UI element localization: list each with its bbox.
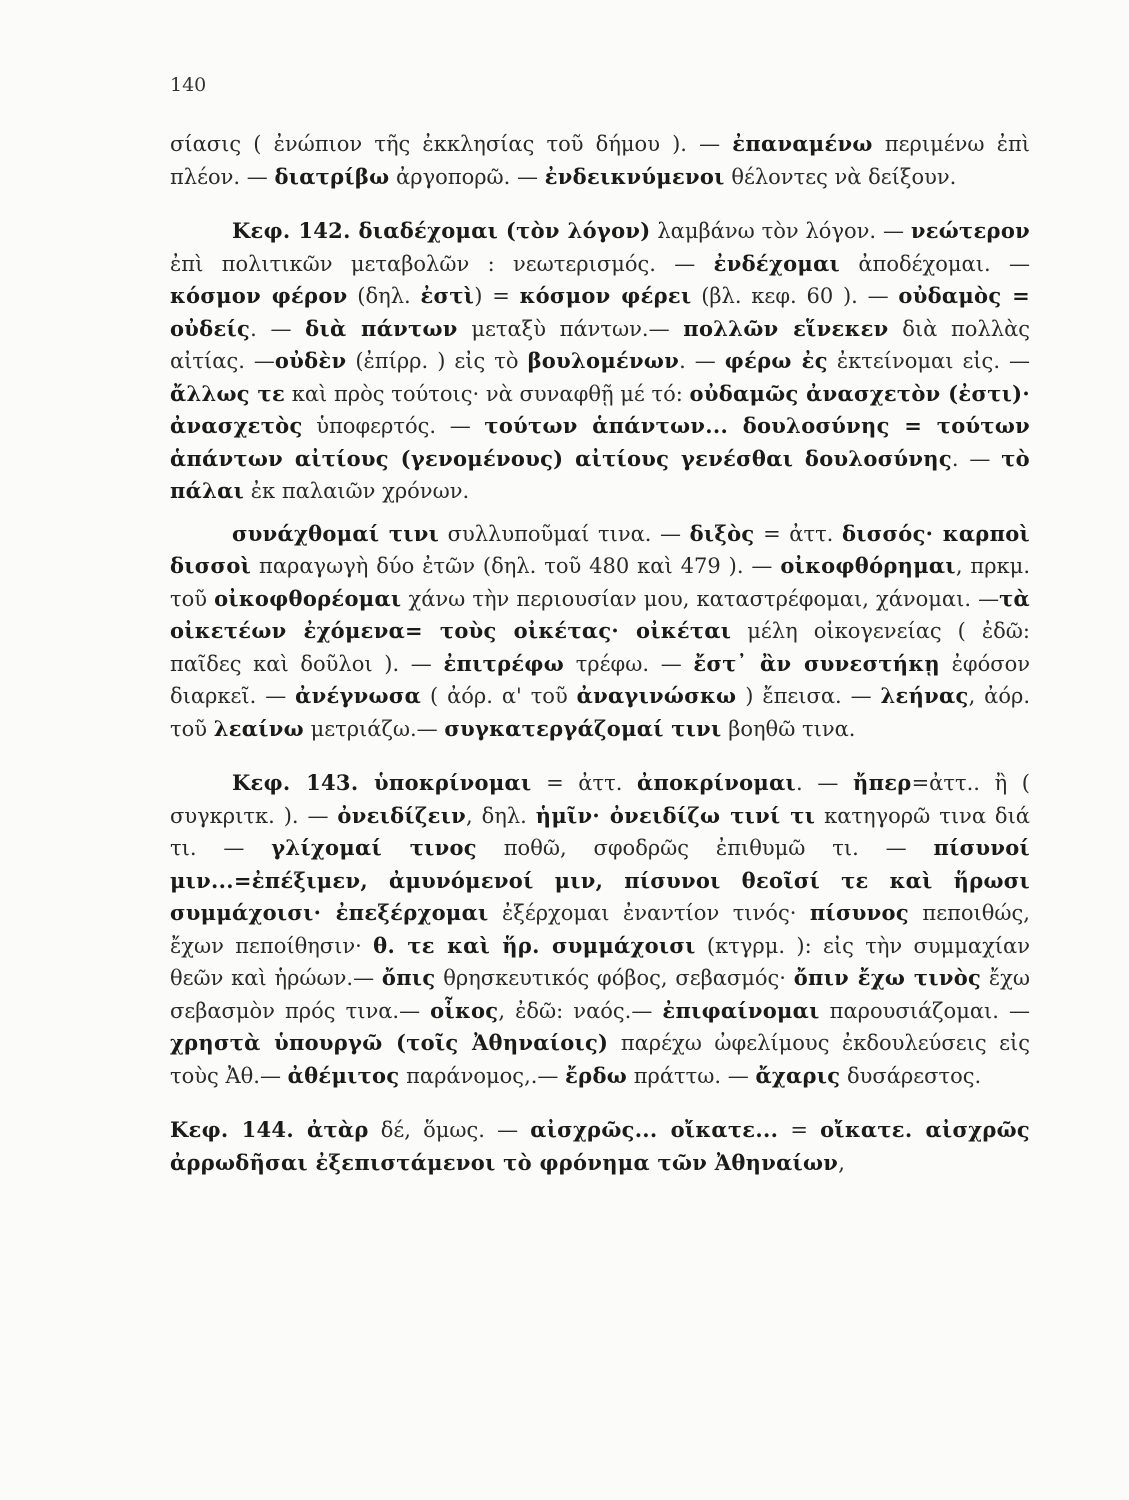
headword: χρηστὰ ὑπουργῶ (τοῖς Ἀθηναίοις) [170,1030,609,1055]
headword: τούτων ἁπάντων... δουλοσύνης = τούτων ἁπάντων αἰτίους (γενομένους) αἰτίους γενέσθαι δουλοσύνης [170,413,1030,471]
gloss-text: = ἀττ. [754,521,842,546]
gloss-text: . — [796,771,853,795]
gloss-text: παράνομος,.— [399,1063,566,1088]
gloss-text: , δηλ. [466,803,536,828]
gloss-text: (κτγρμ. ): εἰς τὴν συμμαχίαν θεῶν καὶ ἡρώων.— [170,933,1030,990]
headword: ἐνδέχομαι [713,250,840,276]
headword: ὀνειδίζειν [337,802,467,828]
gloss-text: ἐξέρχομαι ἐναντίον τινός· [488,901,810,925]
gloss-text: (ἐπίρρ. ) εἰς τὸ [346,349,528,373]
headword: οὐδὲν [274,348,347,373]
headword: ἐστὶ [420,283,475,308]
paragraph [170,767,1030,1092]
headword: ἔρδω [565,1062,628,1088]
gloss-text: μέλη οἰκογενείας ( ἐδῶ: παῖδες καὶ δοῦλοι ). — [170,619,1031,676]
gloss-text: ποθῶ, σφοδρῶς ἐπιθυμῶ τι. — [476,836,934,860]
gloss-text: (δηλ. [347,284,421,308]
headword: τὸ πάλαι [170,445,1030,503]
headword: ἔστ᾽ ἂν συνεστήκῃ [693,650,940,676]
headword: συνάχθομαί τινι [232,520,440,546]
gloss-text: περιμένω ἐπὶ πλέον. — [170,132,1030,189]
paragraph [170,1114,1030,1179]
headword: λεήνας [880,683,969,708]
headword: διξὸς [689,520,755,546]
headword: ἐπιτρέφω [443,650,565,676]
headword: συγκατεργάζομαί τινι [444,715,722,741]
headword: φέρω ἐς [724,348,828,373]
gloss-text: ἐκ παλαιῶν χρόνων. [244,479,470,503]
headword: θ. τε καὶ ἥρ. συμμάχοισι [373,932,696,958]
gloss-text: ) = [474,284,520,308]
gloss-text: πεποιθώς, ἔχων πεποίθησιν· [170,901,1030,958]
gloss-text: ὑποφερτός. — [302,414,485,438]
headword: Κεφ. 144. ἀτὰρ [170,1117,369,1142]
gloss-text: παραγωγὴ δύο ἐτῶν (δηλ. τοῦ 480 καὶ 479 ). — [251,554,781,578]
gloss-text: σίασις ( ἐνώπιον τῆς ἐκκλησίας τοῦ δήμου ). — [170,132,733,156]
paragraph [170,128,1030,193]
headword: νεώτερον [910,218,1030,243]
gloss-text: θρησκευτικός φόβος, σεβασμός· [435,966,794,990]
gloss-text: ἐπὶ πολιτικῶν μεταβολῶν : νεωτερισμός. — [170,251,714,276]
gloss-text: παρουσιάζομαι. — [819,998,1030,1023]
gloss-text: ἔχω σεβασμὸν πρός τινα.— [170,966,1030,1023]
gloss-text: συλλυποῦμαί τινα. — [439,521,690,546]
gloss-text: καὶ πρὸς τούτοις· νὰ συναφθῇ μέ τό: [285,381,690,406]
gloss-text: . — [951,446,1002,471]
headword: πίσυνοί μιν...=ἐπέξιμεν, ἀμυνόμενοί μιν, πίσυνοι θεοῖσί τε καὶ ἥρωσι συμμάχοισι· ἐπεξέρχομαι [170,835,1030,925]
gloss-text: = ἀττ. [531,771,638,795]
gloss-text: λαμβάνω τὸν λόγον. — [650,219,911,243]
gloss-text: δέ, ὅμως. — [368,1118,531,1142]
gloss-text: κατηγορῶ τινα διά τι. — [170,803,1030,860]
headword: οὐδαμὸς = οὐδείς [170,283,1031,341]
paragraph [170,518,1030,746]
headword: ἐπιφαίνομαι [662,997,820,1023]
headword: ἐπαναμένω [732,131,873,156]
headword: ἀνέγνωσα [295,683,422,708]
paragraph [170,215,1030,508]
gloss-text: =ἀττ.. ἢ ( συγκριτκ. ). — [170,771,1030,828]
gloss-text: δυσάρεστος. [840,1063,982,1088]
gloss-text: ἀποδέχομαι. — [840,251,1030,276]
headword: οἰκοφθορέομαι [214,585,402,611]
headword: Κεφ. 142. διαδέχομαι (τὸν λόγον) [232,218,651,243]
commentary-text [170,128,1030,1189]
gloss-text: ἐφόσον διαρκεῖ. — [170,651,1030,708]
gloss-text: βοηθῶ τινα. [721,716,856,741]
gloss-text: μεταξὺ πάντων.— [457,316,684,341]
gloss-text: , ἀόρ. τοῦ [170,684,1030,741]
headword: λεαίνω [213,715,304,741]
headword: ὄπιν ἔχω τινὸς [793,965,982,990]
gloss-text: πράττω. — [627,1063,756,1088]
headword: ἀναγινώσκω [576,683,737,708]
headword: κόσμον φέρει [519,283,692,308]
page-number: 140 [170,74,207,96]
gloss-text: , [838,1150,845,1175]
headword: οἰκοφθόρημαι [780,553,956,578]
headword: διατρίβω [274,163,390,189]
gloss-text: . — [679,349,725,373]
headword: ἐνδεικνύμενοι [544,163,725,189]
headword: τὰ οἰκετέων ἐχόμενα= τοὺς οἰκέτας· οἰκέται [170,585,1030,643]
headword: ἄλλως τε [170,380,286,406]
headword: διὰ πάντων [305,315,458,341]
headword: πολλῶν εἵνεκεν [683,315,889,341]
headword: πίσυνος [809,900,909,925]
gloss-text: , πρκμ. τοῦ [170,554,1030,611]
gloss-text: (βλ. κεφ. 60 ). — [691,284,899,308]
gloss-text: παρέχω ὠφελίμους ἐκδουλεύσεις εἰς τοὺς Ἀθ.— [170,1031,1030,1088]
headword: γλίχομαί τινος [271,835,477,860]
gloss-text: μετριάζω.— [303,716,445,741]
gloss-text: . — [250,316,306,341]
gloss-text: τρέφω. — [564,651,694,676]
gloss-text: διὰ πολλὰς αἰτίας. — [170,316,1031,373]
headword: ἀθέμιτος [287,1062,400,1088]
headword: βουλομένων [527,348,680,373]
headword: ἤπερ [853,770,912,795]
headword: οὐδαμῶς ἀνασχετὸν (ἐστι)· ἀνασχετὸς [170,380,1030,438]
gloss-text: , ἐδῶ: ναός.— [498,998,663,1023]
gloss-text: θέλοντες νὰ δείξουν. [724,164,957,189]
gloss-text: ) ἔπεισα. — [736,684,881,708]
gloss-text: ( ἀόρ. α' τοῦ [421,684,577,708]
headword: ἡμῖν· ὀνειδίζω τινί τι [535,802,816,828]
headword: οἴκατε. αἰσχρῶς ἀρρωδῆσαι ἐξεπιστάμενοι τὸ φρόνημα τῶν Ἀθηναίων [170,1117,1030,1175]
headword: οἶκος [430,997,499,1023]
gloss-text: ἀργοπορῶ. — [389,164,545,189]
headword: ὄπις [381,965,436,990]
gloss-text: ἐκτείνομαι εἰς. — [827,349,1030,373]
headword: ἄχαρις [755,1062,841,1088]
headword: ἀποκρίνομαι [637,770,797,795]
headword: αἰσχρῶς... οἴκατε... [530,1117,779,1142]
headword: δισσός· καρποὶ δισσοὶ [170,520,1031,578]
headword: κόσμον φέρον [170,283,348,308]
gloss-text: χάνω τὴν περιουσίαν μου, καταστρέφομαι, χάνομαι. — [401,586,1000,611]
gloss-text: = [778,1118,821,1142]
headword: Κεφ. 143. ὑποκρίνομαι [232,770,532,795]
